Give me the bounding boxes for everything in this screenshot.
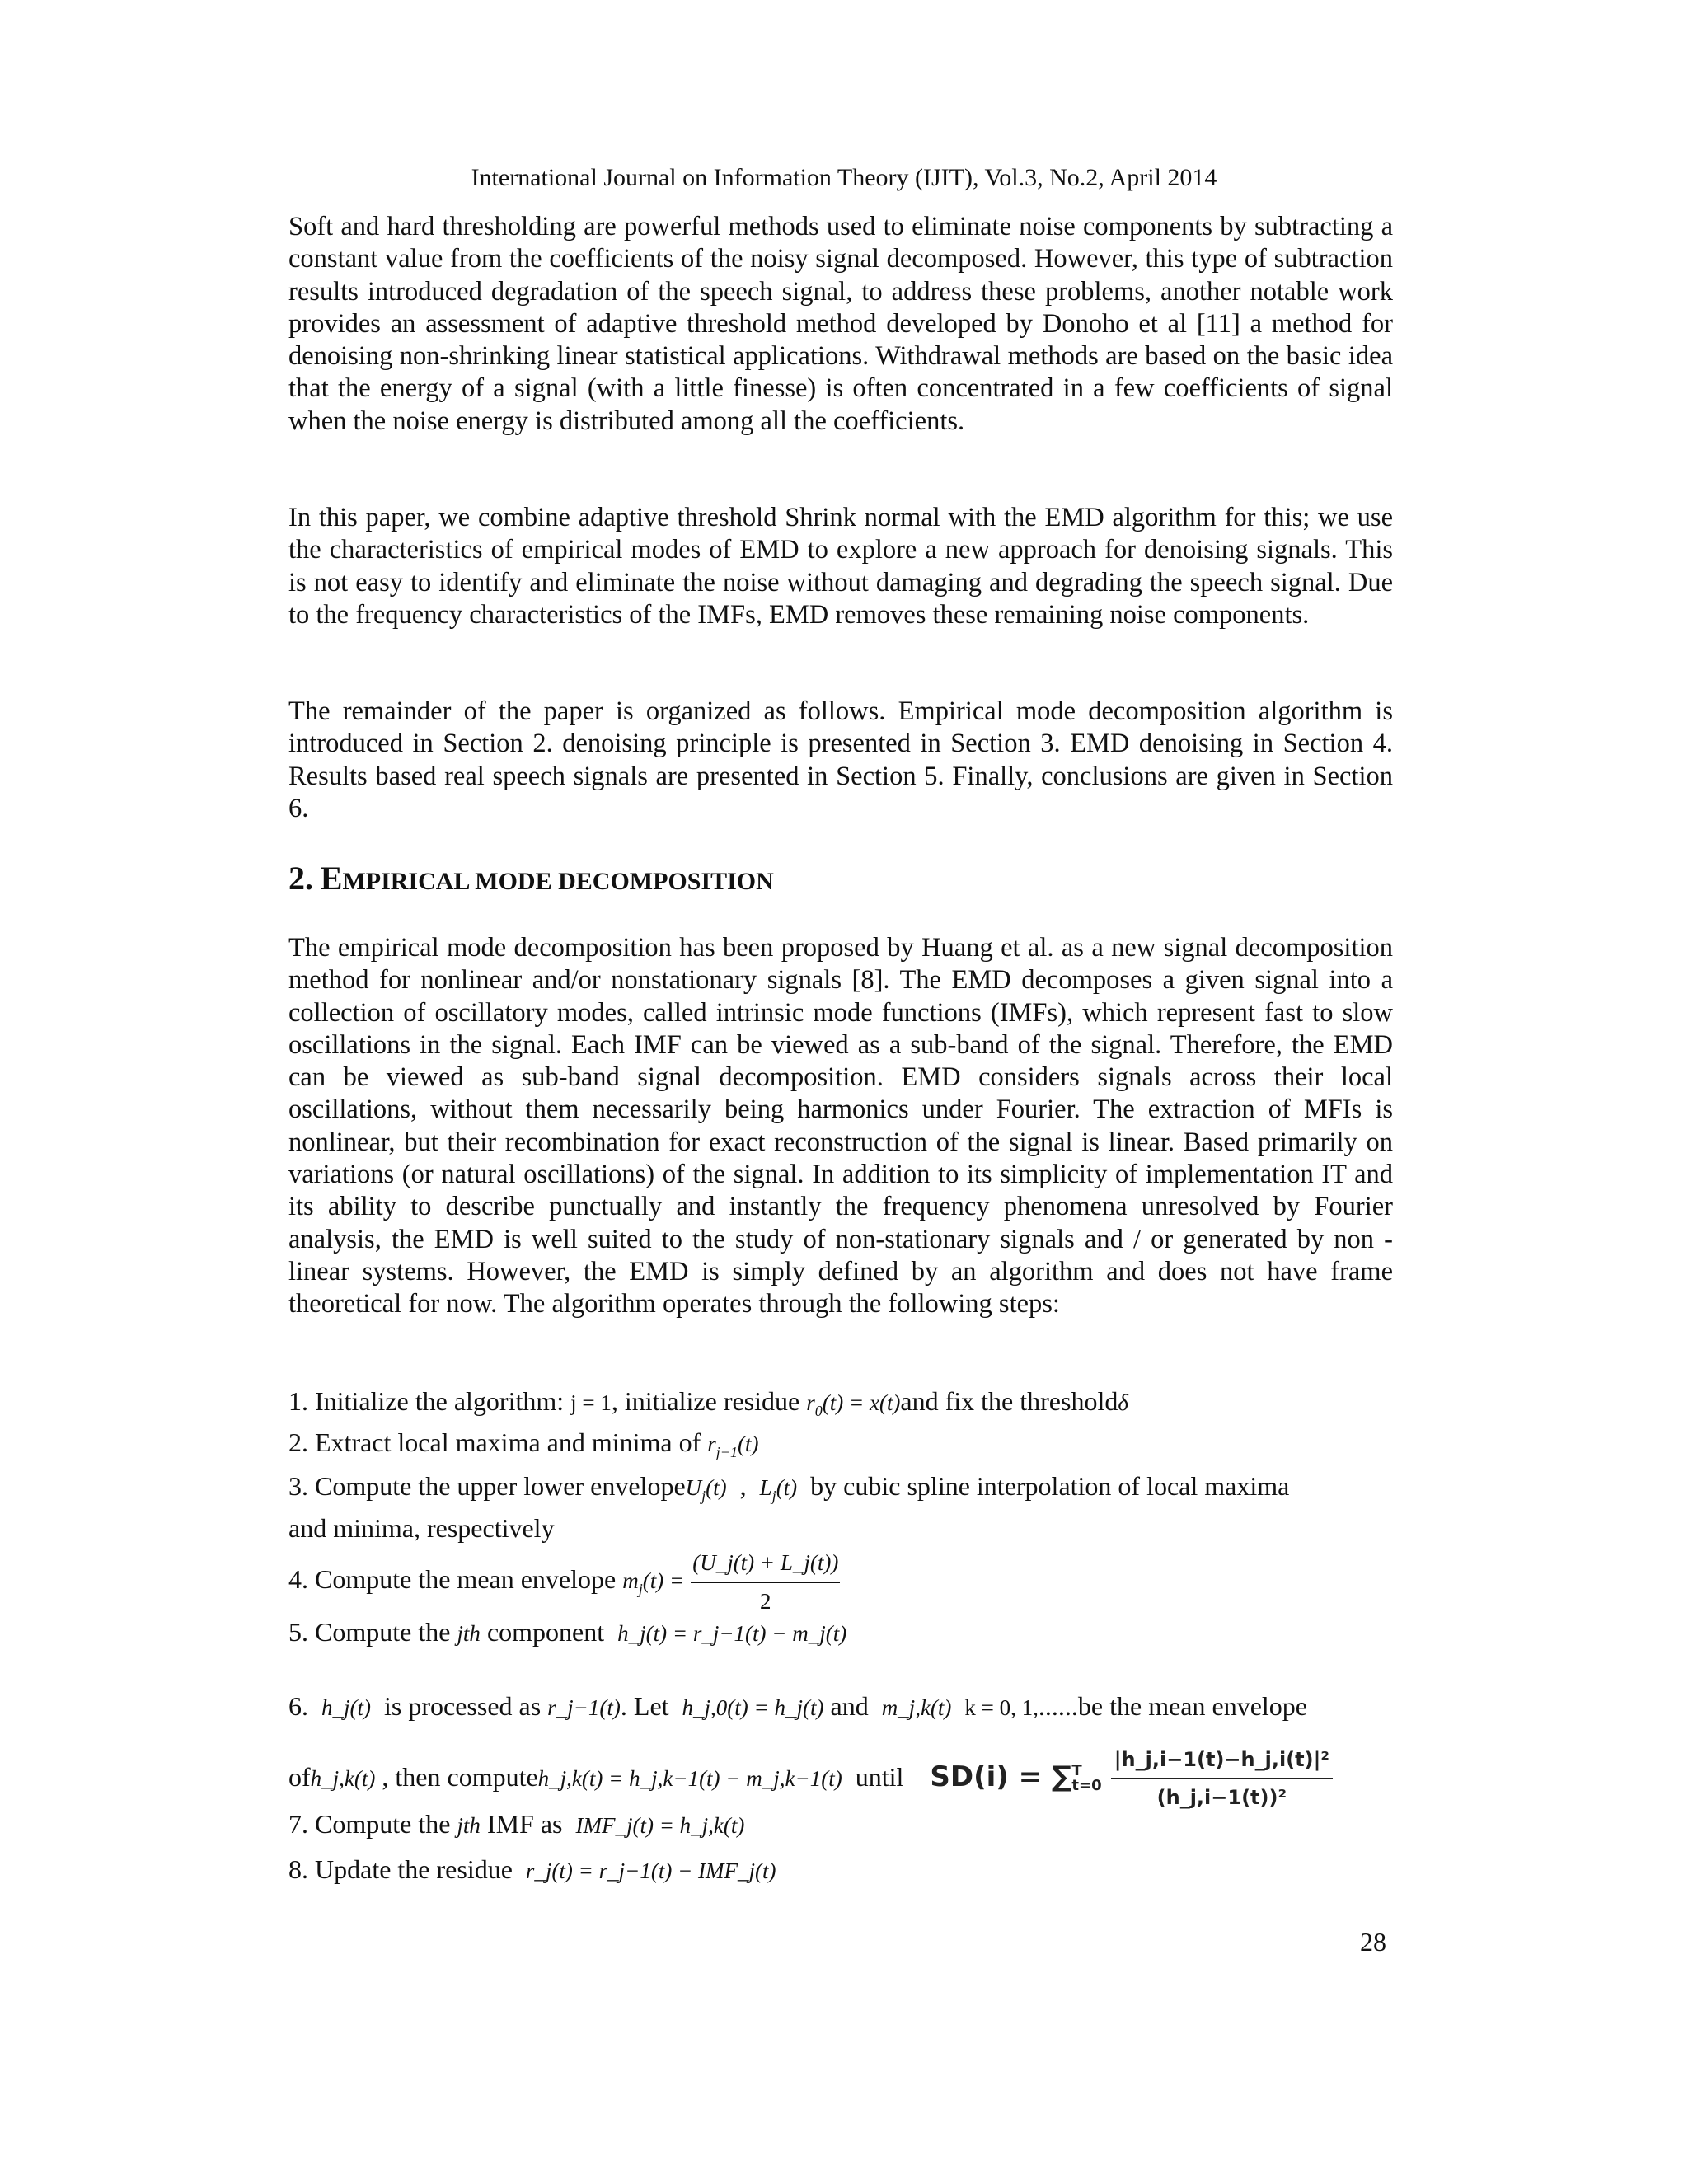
eq-mean-envelope-fraction: $\frac{(U\_j(t) + L\_j(t))}{2}$ xyxy=(691,1546,840,1618)
section-number: 2. xyxy=(288,860,313,897)
eq-component: h_j(t) = r_j−1(t) − m_j(t) xyxy=(617,1621,847,1646)
section-title-initial: E xyxy=(320,860,343,897)
section-heading xyxy=(288,859,774,898)
eq-stopping-criterion: SD(i) = ∑ T t=0 $\frac{\text{|h\_j,i−1(t)−h\_j,i(t)|²}}{\text{(h\_j,i−1(t))²}}$ xyxy=(930,1761,1332,1793)
paragraph-approach: In this paper, we combine adaptive threshold Shrink normal with the EMD algorithm for this; we use the characteristics of empirical modes of EMD to explore a new approach for denoising signals. This is not easy to identify and eliminate the noise without damaging and degrading the speech signal. Due to the frequency characteristics of the IMFs, EMD removes these remaining noise components. xyxy=(288,503,1393,630)
paragraph-organization: The remainder of the paper is organized as follows. Empirical mode decomposition algorithm is introduced in Section 2. denoising principle is presented in Section 3. EMD denoising in Section 4. Results based real speech signals are presented in Section 5. Finally, conclusions are given in Section 6. xyxy=(288,696,1393,823)
step-3-continued: and minima, respectively xyxy=(288,1513,555,1543)
step-3: 3. Compute the upper lower envelopeU$_j$(t) , $L_j(t)$ by cubic spline interpolation of local maxima xyxy=(288,1471,1290,1504)
step-1: 1. Initialize the algorithm: j = 1, initialize residue $r_0(t) = x(t)and$ fix the thresholdδ xyxy=(288,1386,1128,1419)
section-title-rest: MPIRICAL MODE DECOMPOSITION xyxy=(342,868,774,895)
step-5: 5. Compute the jth component h_j(t) = r_j−1(t) − m_j(t) xyxy=(288,1617,847,1647)
eq-update-residue: r_j(t) = r_j−1(t) − IMF_j(t) xyxy=(525,1858,776,1883)
eq-mean-envelope-lhs: $m_j(t)$ = xyxy=(622,1568,685,1597)
step-2: 2. Extract local maxima and minima of $r_{j-1}(t)$ xyxy=(288,1427,759,1460)
running-header: International Journal on Information Theory (IJIT), Vol.3, No.2, April 2014 xyxy=(471,164,1217,191)
step-8: 8. Update the residue r_j(t) = r_j−1(t) − IMF_j(t) xyxy=(288,1854,776,1884)
eq-imf: IMF_j(t) = h_j,k(t) xyxy=(575,1813,745,1838)
eq-j-equals-1: j = 1 xyxy=(570,1390,612,1415)
eq-delta: δ xyxy=(1118,1390,1128,1415)
eq-r0: $r_0(t) = x(t)$ xyxy=(806,1390,901,1419)
step-4: 4. Compute the mean envelope $m_j(t)$ = $\frac{(U\_j(t) + L\_j(t))}{2}$ xyxy=(288,1546,840,1618)
step-7: 7. Compute the jth IMF as IMF_j(t) = h_j,k(t) xyxy=(288,1809,745,1839)
eq-upper-envelope: $U_j(t)$ xyxy=(685,1475,727,1504)
eq-lower-envelope: $L_j(t)$ xyxy=(759,1475,798,1504)
eq-r-j-minus-1: $r_{j-1}(t)$ xyxy=(707,1432,759,1460)
step-6: 6. h_j(t) is processed as r_j−1(t). Let h_j,0(t) = h_j(t) and m_j,k(t) k = 0, 1,......be the mean envelope xyxy=(288,1691,1307,1721)
step-6-continued: ofh_j,k(t) , then computeh_j,k(t) = h_j,k−1(t) − m_j,k−1(t) until SD(i) = ∑ T t=0 $\frac{\text{|h\_j,i−1(t)−h\_j,i(t)|²}}{\text{(h\_j,i−1(t))²}}$ xyxy=(288,1743,1333,1814)
paragraph-emd: The empirical mode decomposition has been proposed by Huang et al. as a new signal decomposition method for nonlinear and/or nonstationary signals [8]. The EMD decomposes a given signal into a collection of oscillatory modes, called intrinsic mode functions (IMFs), which represent fast to slow oscillations in the signal. Each IMF can be viewed as a sub-band of the signal. Therefore, the EMD can be viewed as sub-band signal decomposition. EMD considers signals across their local oscillations, without them necessarily being harmonics under Fourier. The extraction of MFIs is nonlinear, but their recombination for exact reconstruction of the signal is linear. Based primarily on variations (or natural oscillations) of the signal. In addition to its simplicity of implementation IT and its ability to describe punctually and instantly the frequency phenomena unresolved by Fourier analysis, the EMD is well suited to the study of non-stationary signals and / or generated by non - linear systems. However, the EMD is simply defined by an algorithm and does not have frame theoretical for now. The algorithm operates through the following steps: xyxy=(288,933,1393,1319)
page-number: 28 xyxy=(1360,1927,1386,1957)
paragraph-thresholding: Soft and hard thresholding are powerful methods used to eliminate noise components by subtracting a constant value from the coefficients of the noisy signal decomposed. However, this type of subtraction results introduced degradation of the speech signal, to address these problems, another notable work provides an assessment of adaptive threshold method developed by Donoho et al [11] a method for denoising non-shrinking linear statistical applications. Withdrawal methods are based on the basic idea that the energy of a signal (with a little finesse) is often concentrated in a few coefficients of signal when the noise energy is distributed among all the coefficients. xyxy=(288,212,1393,436)
